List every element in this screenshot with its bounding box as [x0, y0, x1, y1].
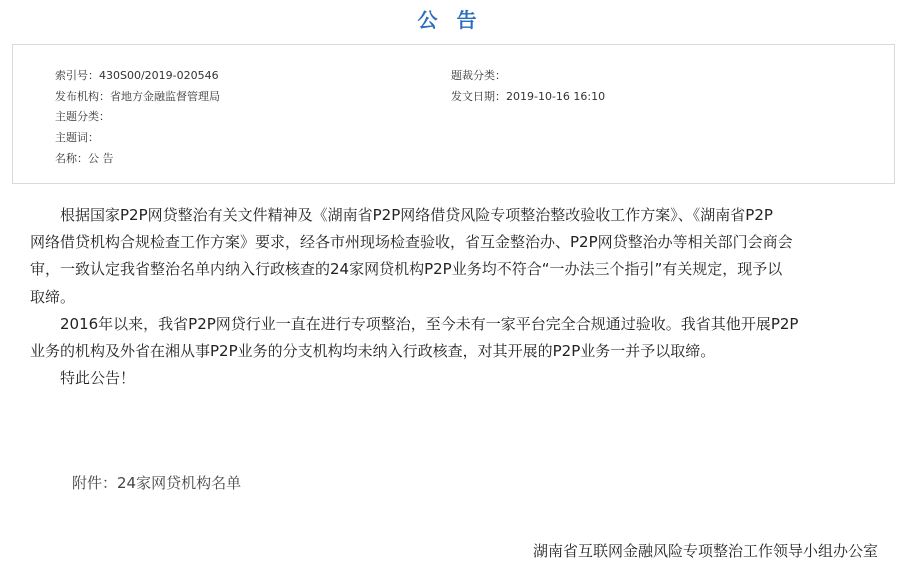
meta-date-label: 发文日期： [451, 90, 506, 103]
meta-date [451, 88, 605, 104]
meta-publisher-label: 发布机构： [55, 90, 110, 103]
meta-genre-label: 题裁分类： [451, 69, 506, 82]
meta-publisher-value: 省地方金融监督管理局 [110, 90, 220, 103]
paragraph-line: 2016年以来，我省P2P网贷行业一直在进行专项整治，至今未有一家平台完全合规通过验收。我省其他开展P2P [60, 314, 799, 333]
meta-publisher [55, 88, 220, 104]
meta-keywords [55, 129, 99, 145]
meta-keywords-label: 主题词： [55, 131, 99, 144]
paragraph-2 [30, 311, 885, 365]
paragraph-line: 取缔。 [30, 287, 76, 306]
meta-genre [451, 67, 506, 83]
meta-name-value: 公 告 [88, 152, 114, 165]
paragraph-1 [30, 202, 885, 311]
meta-date-value: 2019-10-16 16:10 [506, 90, 606, 103]
meta-index-label: 索引号： [55, 69, 99, 82]
issuer-signature: 湖南省互联网金融风险专项整治工作领导小组办公室 [532, 542, 878, 560]
paragraph-3 [30, 365, 885, 392]
document-metadata-panel [12, 44, 895, 184]
closing-line: 特此公告！ [60, 369, 136, 388]
paragraph-line: 根据国家P2P网贷整治有关文件精神及《湖南省P2P网络借贷风险专项整治整改验收工作方案》、《湖南省P2P [60, 206, 773, 224]
paragraph-line: 业务的机构及外省在湘从事P2P业务的分支机构均未纳入行政核查，对其开展的P2P业务一并予以取缔。 [30, 342, 716, 361]
announcement-body [30, 202, 885, 392]
page-title: 公 告 [417, 8, 483, 32]
meta-index-value: 430S00/2019-020546 [99, 69, 219, 82]
meta-name [55, 150, 114, 166]
meta-topic [55, 108, 110, 124]
meta-name-label: 名称： [55, 152, 88, 165]
attachment-link[interactable]: 附件：24家网贷机构名单 [72, 474, 242, 492]
meta-index [55, 67, 219, 83]
meta-topic-label: 主题分类： [55, 110, 110, 123]
paragraph-line: 网络借贷机构合规检查工作方案》要求，经各市州现场检查验收，省互金整治办、P2P网贷整治办等相关部门会商会 [30, 233, 793, 252]
paragraph-line: 审，一致认定我省整治名单内纳入行政核查的24家网贷机构P2P业务均不符合“一办法三个指引”有关规定，现予以 [30, 260, 783, 279]
